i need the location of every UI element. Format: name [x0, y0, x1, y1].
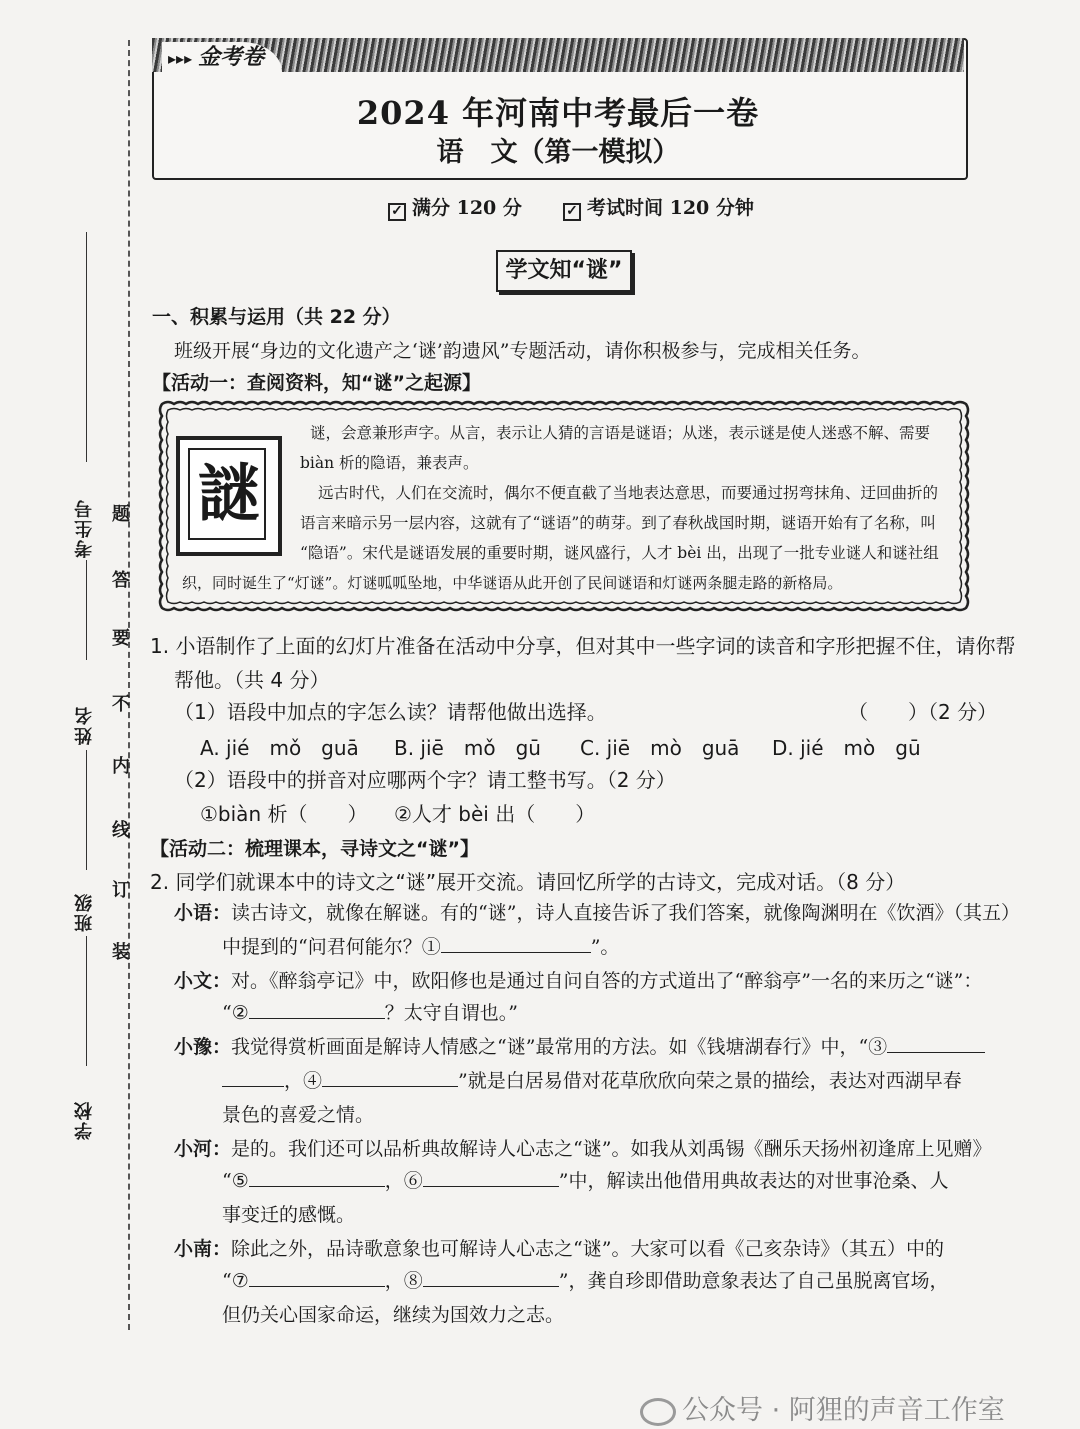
binding-note-char: 要: [112, 628, 130, 649]
binding-dashed-line: [128, 40, 130, 1330]
xiaoyu-line2: [222, 932, 619, 959]
xiaohe-line3: 事变迁的感慨。: [222, 1204, 356, 1226]
school-label: 学校: [74, 1100, 95, 1140]
exam-subject: 语 文（第一模拟）: [436, 137, 680, 168]
part1-intro: 班级开展“身边的文化遗产之‘谜’韵遗风”专题活动，请你积极参与，完成相关任务。: [174, 340, 871, 362]
student-id-label: 考生号: [74, 498, 95, 558]
xiaoyu2-line2: [222, 1066, 962, 1093]
xiaonan-text1: 除此之外，品诗歌意象也可解诗人心志之“谜”。大家可以看《己亥杂诗》（其五）中的: [231, 1238, 944, 1260]
xiaowen-text1: 对。《醉翁亭记》中，欧阳修也是通过自问自答的方式道出了“醉翁亭”一名的来历之“谜”：: [231, 970, 983, 992]
class-label: 班级: [74, 892, 95, 932]
xiaowen-text2: “②: [222, 1002, 249, 1024]
full-score: [388, 193, 522, 220]
seal-image: [176, 436, 282, 556]
xiaonan-text2c: ”，龚自珍即借助意象表达了自己虽脱离官场，: [558, 1270, 949, 1292]
activity1-heading: 【活动一：查阅资料，知“谜”之起源】: [152, 372, 481, 394]
blank-8[interactable]: [423, 1286, 559, 1287]
box-line-5: “隐语”。宋代是谜语发展的重要时期，谜风盛行，人才 bèi 出，出现了一批专业谜人和谜社组: [300, 544, 939, 562]
blank-4[interactable]: [322, 1086, 458, 1087]
xiaonan-line2: [222, 1266, 948, 1293]
xiaonan-text2b: ，⑧: [384, 1270, 423, 1292]
speaker-xiaohe: 小河：: [174, 1138, 232, 1160]
brand-arrows-icon: ▸▸▸: [168, 49, 193, 68]
binding-note-char: 线: [112, 820, 130, 841]
binding-note-char: 订: [112, 880, 130, 901]
blank-1[interactable]: [441, 952, 591, 953]
binding-note-char: 装: [112, 942, 130, 963]
name-line: [86, 560, 87, 660]
blank-3b[interactable]: [222, 1086, 284, 1087]
fill-bei[interactable]: ②人才 bèi 出（ ）: [394, 802, 596, 826]
xiaonan-line1: [174, 1234, 944, 1261]
xiaohe-text2b: ，⑥: [384, 1170, 423, 1192]
q1-sub2: （2）语段中的拼音对应哪两个字？请工整书写。（2 分）: [174, 768, 676, 792]
blank-5[interactable]: [249, 1186, 385, 1187]
option-b[interactable]: B. jiē mǒ gū: [394, 736, 541, 760]
binding-note-char: 题: [112, 504, 130, 525]
xiaohe-text2a: “⑤: [222, 1170, 249, 1192]
q1-answer-paren[interactable]: （ ）（2 分）: [848, 700, 998, 724]
box-line-6: 织，同时诞生了“灯谜”。灯谜呱呱坠地，中华谜语从此开创了民间谜语和灯谜两条腿走路的新格局。: [182, 574, 843, 592]
speaker-xiaoyu2: 小豫：: [174, 1036, 232, 1058]
q1-sub1: （1）语段中加点的字怎么读？请帮他做出选择。: [174, 700, 607, 724]
name-label: 姓名: [74, 705, 95, 745]
binding-note-char: 答: [112, 570, 130, 591]
class-line: [86, 750, 87, 870]
q1-line1: 1. 小语制作了上面的幻灯片准备在活动中分享，但对其中一些字词的读音和字形把握不住，请你帮: [150, 634, 1016, 658]
q1-line2: 帮他。（共 4 分）: [174, 668, 330, 692]
xiaowen-line1: [174, 966, 982, 993]
xiaoyu2-line3: 景色的喜爱之情。: [222, 1104, 375, 1126]
option-d[interactable]: D. jié mò gū: [772, 736, 921, 760]
section-tag: 学文知“谜”: [496, 250, 632, 292]
xiaoyu-text2: 中提到的“问君何能尔？①: [222, 936, 441, 958]
exam-title: 2024 年河南中考最后一卷: [356, 94, 760, 132]
school-line: [86, 936, 87, 1066]
brand-label: [162, 42, 282, 72]
xiaoyu2-line1: [174, 1032, 985, 1059]
watermark: 公众号 · 阿狸的声音工作室: [682, 1395, 1005, 1426]
binding-note-char: 内: [112, 756, 130, 777]
xiaohe-text2c: ”中，解读出他借用典故表达的对世事沧桑、人: [558, 1170, 949, 1192]
part1-heading: 一、积累与运用（共 22 分）: [152, 306, 401, 328]
activity2-heading: 【活动二：梳理课本，寻诗文之“谜”】: [150, 838, 479, 860]
xiaowen-text2-end: ？太守自谓也。”: [384, 1002, 518, 1024]
wechat-icon: [640, 1398, 676, 1426]
xiaohe-line1: [174, 1134, 991, 1161]
speaker-xiaonan: 小南：: [174, 1238, 232, 1260]
option-c[interactable]: C. jiē mò guā: [580, 736, 740, 760]
blank-7[interactable]: [249, 1286, 385, 1287]
speaker-xiaoyu: 小语：: [174, 902, 232, 924]
xiaoyu-line1: [174, 898, 1020, 925]
xiaowen-line2: [222, 998, 518, 1025]
binding-note-char: 不: [112, 694, 130, 715]
fill-bian[interactable]: ①biàn 析（ ）: [200, 802, 368, 826]
full-score-text: 满分 120 分: [412, 197, 522, 219]
exam-time: [563, 193, 754, 220]
check-icon: ✓: [563, 203, 581, 221]
speaker-xiaowen: 小文：: [174, 970, 232, 992]
student-id-line: [86, 232, 87, 462]
xiaohe-text1: 是的。我们还可以品析典故解诗人心志之“谜”。如我从刘禹锡《酬乐天扬州初逢席上见赠》: [231, 1138, 992, 1160]
blank-2[interactable]: [249, 1018, 385, 1019]
brand-name: 金考卷: [198, 44, 265, 70]
xiaoyu2-text1: 我觉得赏析画面是解诗人情感之“谜”最常用的方法。如《钱塘湖春行》中，“③: [231, 1036, 888, 1058]
box-line-2: biàn 析的隐语，兼表声。: [300, 454, 479, 472]
blank-3a[interactable]: [887, 1052, 985, 1053]
xiaohe-line2: [222, 1166, 948, 1193]
box-line-4: 语言来暗示另一层内容，这就有了“谜语”的萌芽。到了春秋战国时期，谜语开始有了名称，叫: [300, 514, 936, 532]
blank-6[interactable]: [423, 1186, 559, 1187]
exam-time-text: 考试时间 120 分钟: [587, 197, 754, 219]
q2-intro: 2. 同学们就课本中的诗文之“谜”展开交流。请回忆所学的古诗文，完成对话。（8 分）: [150, 870, 906, 894]
xiaoyu-text2-end: ”。: [590, 936, 620, 958]
xiaoyu2-text2-end: ”就是白居易借对花草欣欣向荣之景的描绘，表达对西湖早春: [458, 1070, 962, 1092]
check-icon: ✓: [388, 203, 406, 221]
box-line-3: 远古时代，人们在交流时，偶尔不便直截了当地表达意思，而要通过拐弯抹角、迂回曲折的: [318, 484, 939, 502]
xiaoyu2-text2: ，④: [284, 1070, 323, 1092]
xiaoyu-text1: 读古诗文，就像在解谜。有的“谜”，诗人直接告诉了我们答案，就像陶渊明在《饮酒》（其五）: [231, 902, 1020, 924]
xiaonan-text2a: “⑦: [222, 1270, 249, 1292]
seal-character: 謎: [197, 457, 260, 530]
xiaonan-line3: 但仍关心国家命运，继续为国效力之志。: [222, 1304, 565, 1326]
option-a[interactable]: A. jié mǒ guā: [200, 736, 359, 760]
box-line-1: 谜，会意兼形声字。从言，表示让人猜的言语是谜语；从迷，表示谜是使人迷惑不解、需要: [310, 424, 931, 442]
